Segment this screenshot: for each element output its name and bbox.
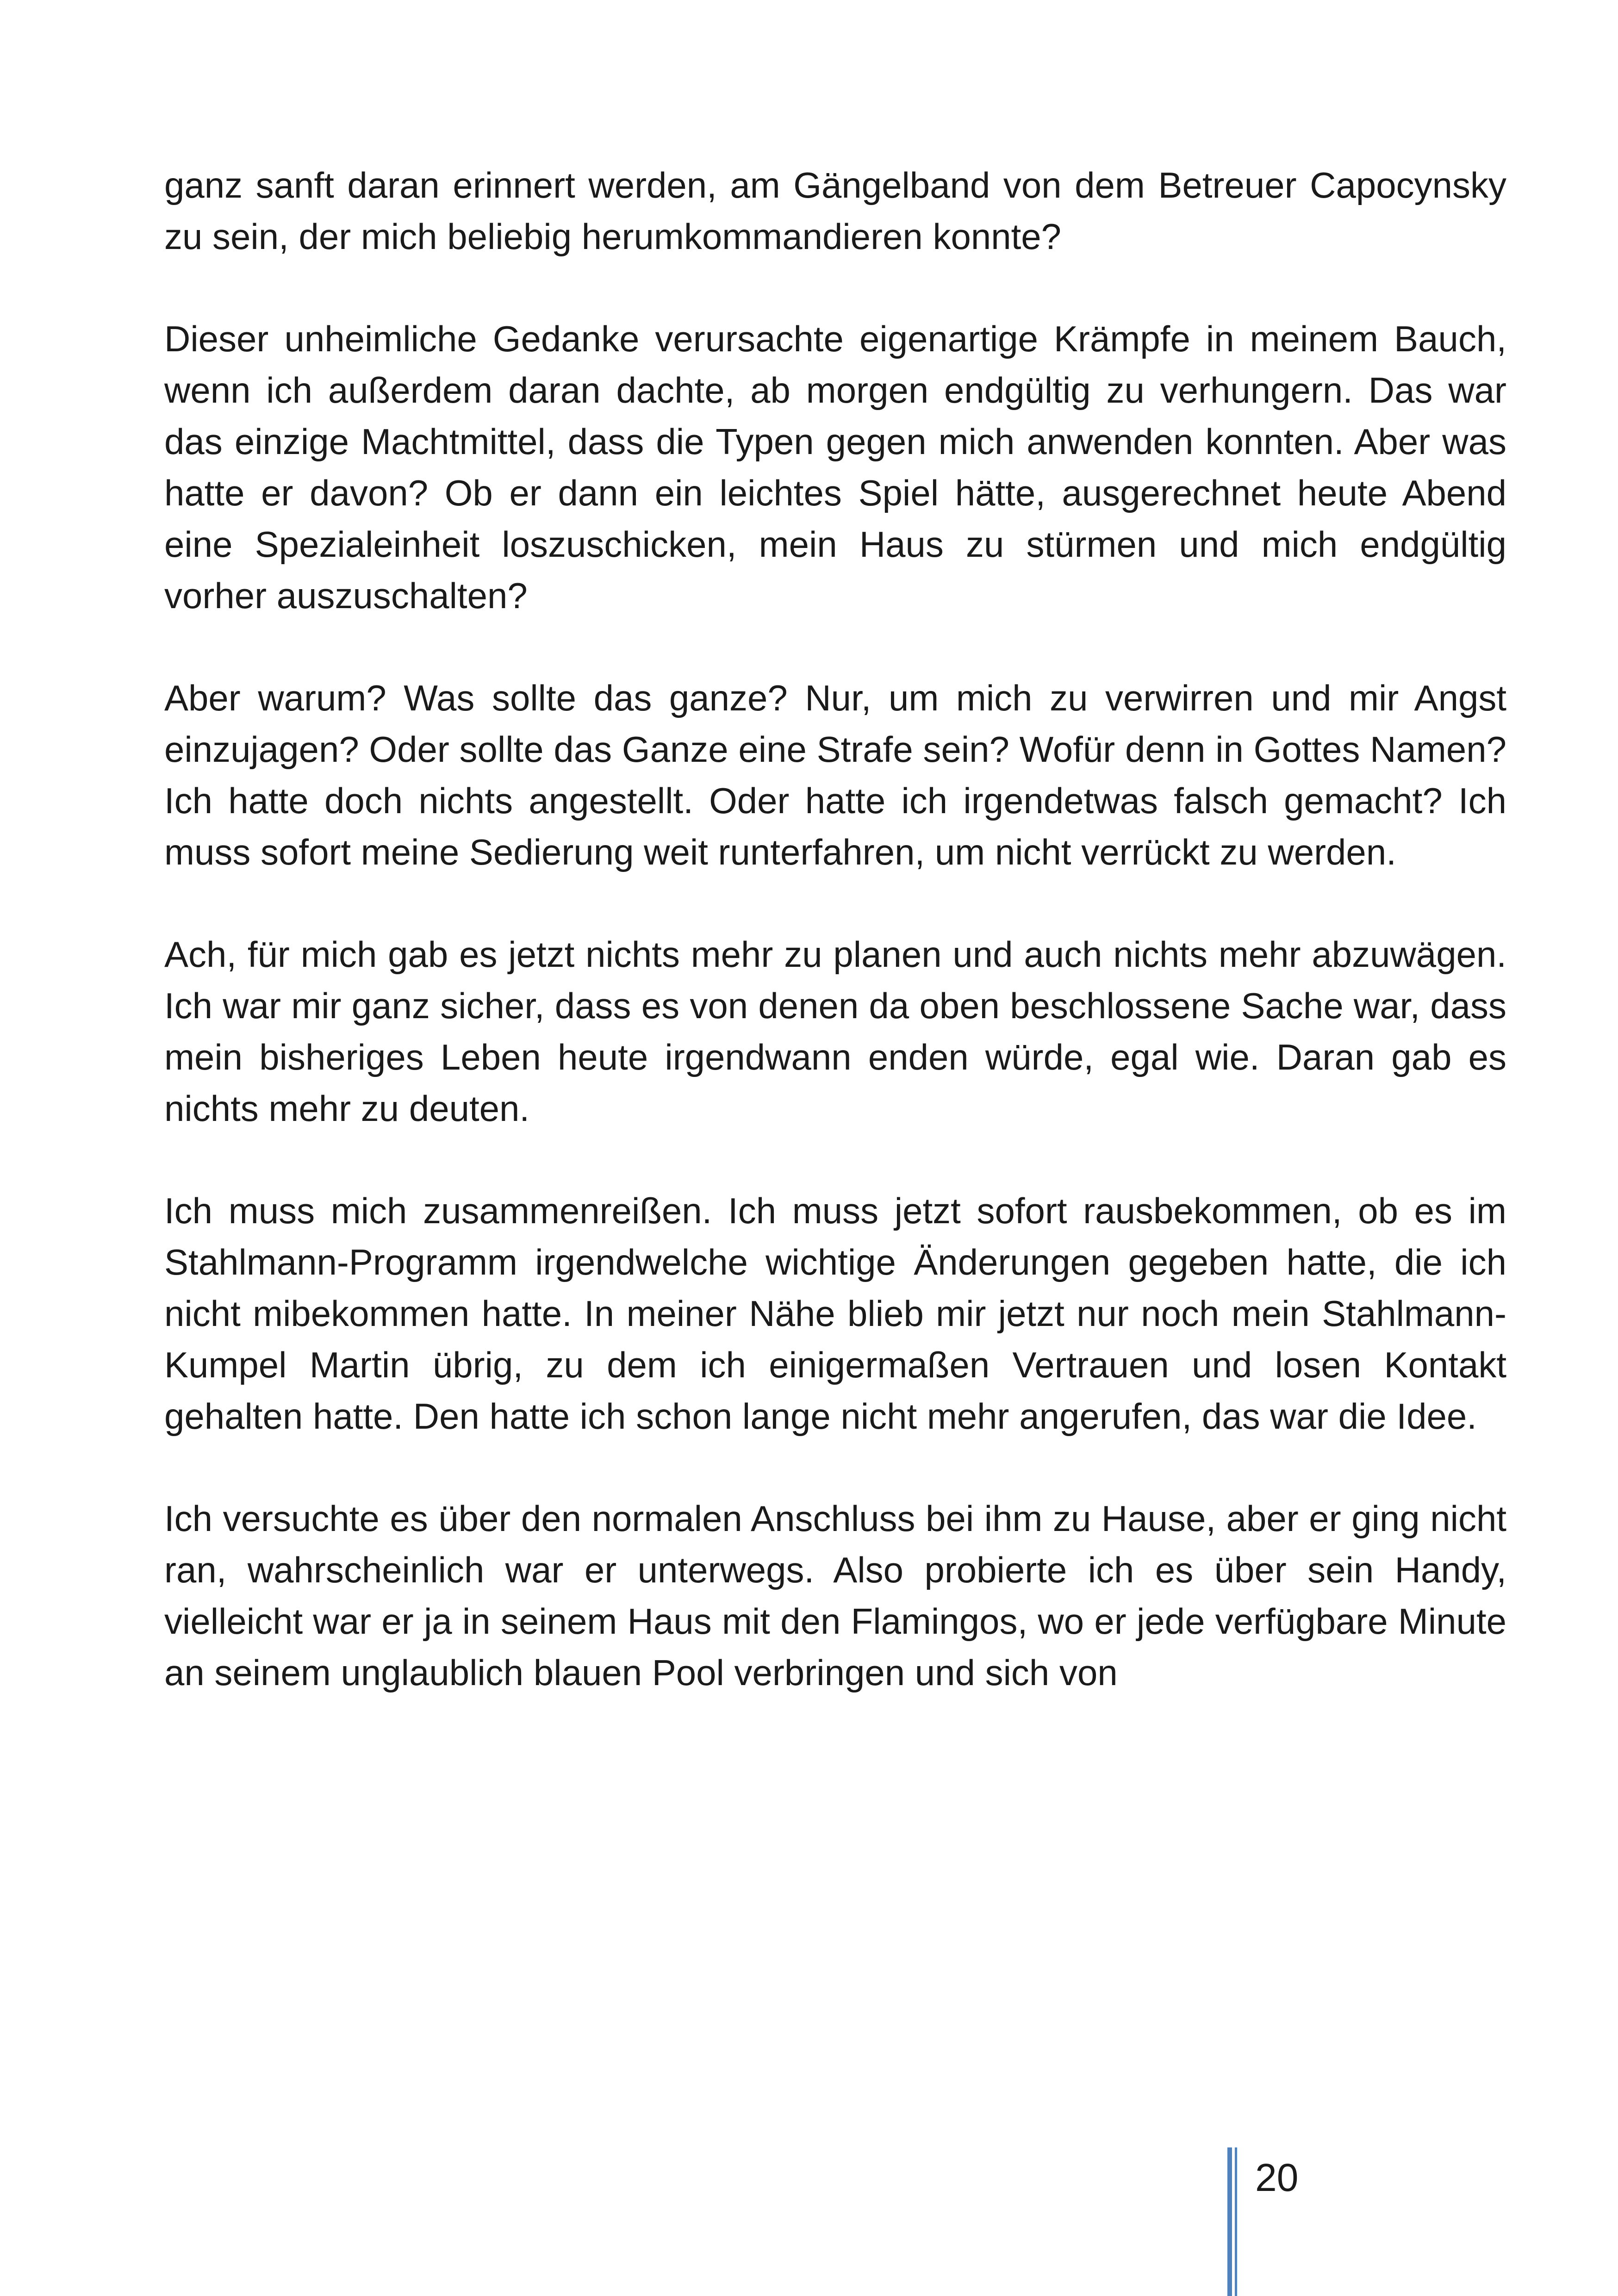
paragraph-2: Dieser unheimliche Gedanke verursachte eigenartige Krämpfe in meinem Bauch, wenn ich außerdem daran dachte, ab morgen endgültig zu verhungern. Das war das einzige Machtmittel, dass die Typen gegen mich anwenden konnten. Aber was hatte er davon? Ob er dann ein leichtes Spiel hätte, ausgerechnet heute Abend eine Spezialeinheit loszuschicken, mein Haus zu stürmen und mich endgültig vorher auszuschalten?: [164, 318, 1506, 616]
paragraph-6: Ich versuchte es über den normalen Anschluss bei ihm zu Hause, aber er ging nicht ran, wahrscheinlich war er unterwegs. Also probierte ich es über sein Handy, vielleicht war er ja in seinem Haus mit den Flamingos, wo er jede verfügbare Minute an seinem unglaublich blauen Pool verbringen und sich von: [164, 1498, 1506, 1693]
page-number: 20: [1255, 2156, 1299, 2199]
paragraph-3: Aber warum? Was sollte das ganze? Nur, um mich zu verwirren und mir Angst einzujagen? Oder sollte das Ganze eine Strafe sein? Wofür denn in Gottes Namen? Ich hatte doch nichts angestellt. Oder hatte ich irgendetwas falsch gemacht? Ich muss sofort meine Sedierung weit runterfahren, um nicht verrückt zu werden.: [164, 678, 1506, 872]
footer-divider-bar-thin: [1235, 2147, 1237, 2296]
page-body: [164, 160, 1506, 1749]
paragraph-4: Ach, für mich gab es jetzt nichts mehr zu planen und auch nichts mehr abzuwägen. Ich war mir ganz sicher, dass es von denen da oben beschlossene Sache war, dass mein bisheriges Leben heute irgendwann enden würde, egal wie. Daran gab es nichts mehr zu deuten.: [164, 934, 1506, 1129]
footer-divider-bar-thick: [1227, 2147, 1232, 2296]
paragraph-5: Ich muss mich zusammenreißen. Ich muss jetzt sofort rausbekommen, ob es im Stahlmann-Programm irgendwelche wichtige Änderungen gegeben hatte, die ich nicht mibekommen hatte. In meiner Nähe blieb mir jetzt nur noch mein Stahlmann-Kumpel Martin übrig, zu dem ich einigermaßen Vertrauen und losen Kontakt gehalten hatte. Den hatte ich schon lange nicht mehr angerufen, das war die Idee.: [164, 1190, 1506, 1437]
footer-divider: [1227, 2147, 1243, 2296]
paragraph-1: ganz sanft daran erinnert werden, am Gängelband von dem Betreuer Capocynsky zu sein, der mich beliebig herumkommandieren konnte?: [164, 165, 1506, 257]
